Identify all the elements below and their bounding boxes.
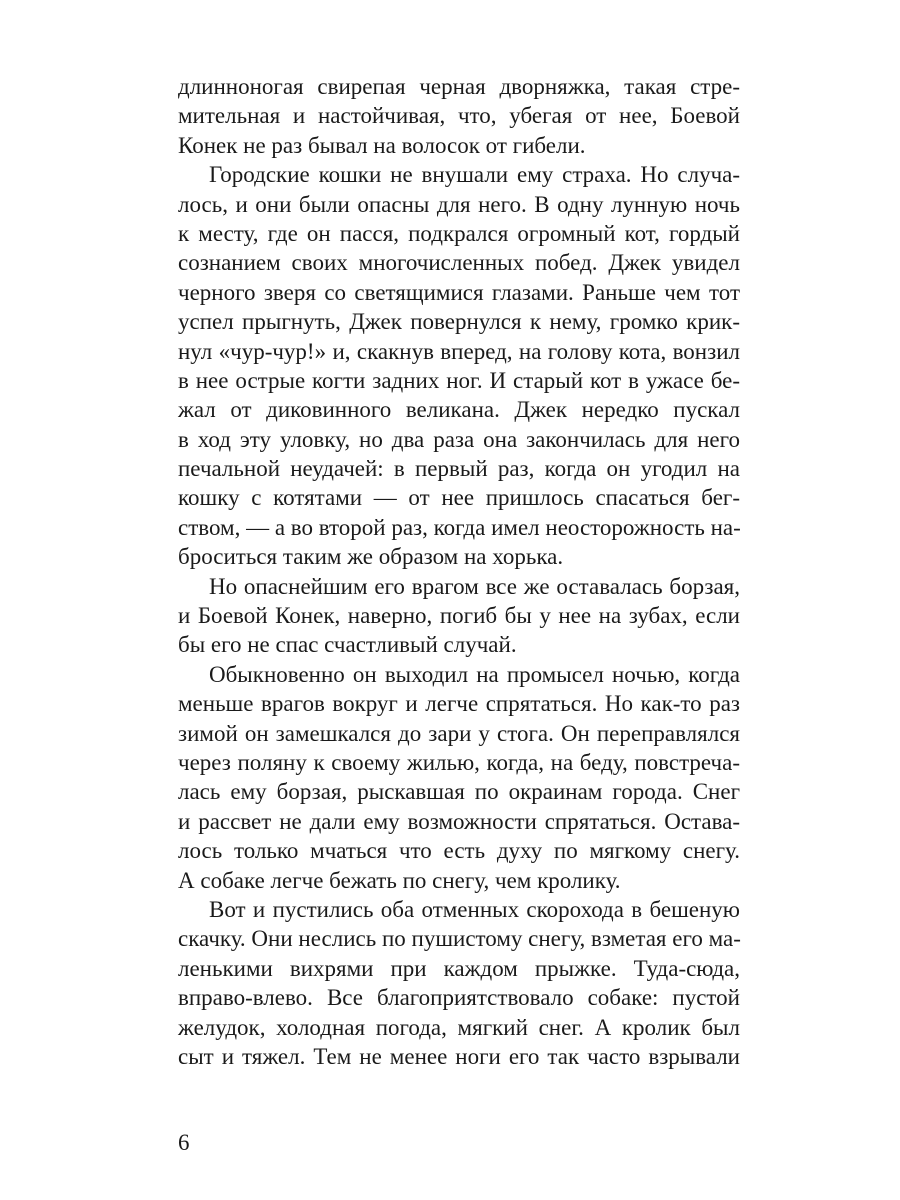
text-line: зимой он замешкался до зари у стога. Он переправлялся [178,720,740,746]
text-line: нул «чур-чур!» и, скакнув вперед, на голову кота, вонзил [178,338,740,364]
text-line: к месту, где он пасся, подкрался огромный кот, гордый [178,220,740,246]
text-line: меньше врагов вокруг и легче спрятаться. Но как-то раз [178,691,740,717]
text-line: печальной неудачей: в первый раз, когда он угодил на [178,456,740,482]
text-line: длинноногая свирепая черная дворняжка, такая стре- [178,74,740,99]
text-line: ством, — а во второй раз, когда имел неосторожность на- [178,514,741,540]
page-body-text [178,72,740,1071]
text-line: скачку. Они неслись по пушистому снегу, взметая его ма- [178,926,741,952]
paragraph [178,72,740,160]
paragraph [178,160,740,571]
text-line: Но опаснейшим его врагом все же оставалась борзая, [209,573,740,599]
text-line: в нее острые когти задних ног. И старый кот в ужасе бе- [178,367,740,393]
text-line: А собаке легче бежать по снегу, чем кролику. [178,867,621,893]
paragraph [178,895,740,1071]
text-line: броситься таким же образом на хорька. [178,544,564,570]
text-line: и рассвет не дали ему возможности спрятаться. Остава- [178,808,740,834]
text-line: бы его не спас счастливый случай. [178,632,517,658]
text-line: кошку с котятами — от нее пришлось спасаться бег- [178,485,740,511]
text-line: через поляну к своему жилью, когда, на беду, повстреча- [178,749,740,775]
text-line: Конек не раз бывал на волосок от гибели. [178,132,586,158]
text-line: Обыкновенно он выходил на промысел ночью, когда [209,661,740,687]
paragraph [178,572,740,660]
text-line: мительная и настойчивая, что, убегая от нее, Боевой [178,103,740,129]
text-line: сознанием своих многочисленных побед. Джек увидел [178,250,740,276]
text-line: успел прыгнуть, Джек повернулся к нему, громко крик- [178,309,740,335]
text-line: сыт и тяжел. Тем не менее ноги его так часто взрывали [178,1043,740,1069]
text-line: вправо-влево. Все благоприятствовало собаке: пустой [178,985,740,1011]
text-line: лось, и они были опасны для него. В одну лунную ночь [178,191,740,217]
text-line: лась ему борзая, рыскавшая по окраинам города. Снег [178,779,740,805]
text-line: Городские кошки не внушали ему страха. Но случа- [209,162,740,188]
text-line: лось только мчаться что есть духу по мягкому снегу. [178,838,740,864]
text-line: в ход эту уловку, но два раза она закончилась для него [178,426,740,452]
text-line: желудок, холодная погода, мягкий снег. А кролик был [178,1014,740,1040]
text-line: ленькими вихрями при каждом прыжке. Туда-сюда, [178,955,740,981]
text-line: и Боевой Конек, наверно, погиб бы у нее на зубах, если [178,603,740,629]
text-line: Вот и пустились оба отменных скорохода в бешеную [209,896,740,922]
text-line: жал от диковинного великана. Джек нередко пускал [178,397,740,423]
paragraph [178,660,740,895]
text-line: черного зверя со светящимися глазами. Раньше чем тот [178,279,740,305]
page-number: 6 [178,1130,190,1155]
